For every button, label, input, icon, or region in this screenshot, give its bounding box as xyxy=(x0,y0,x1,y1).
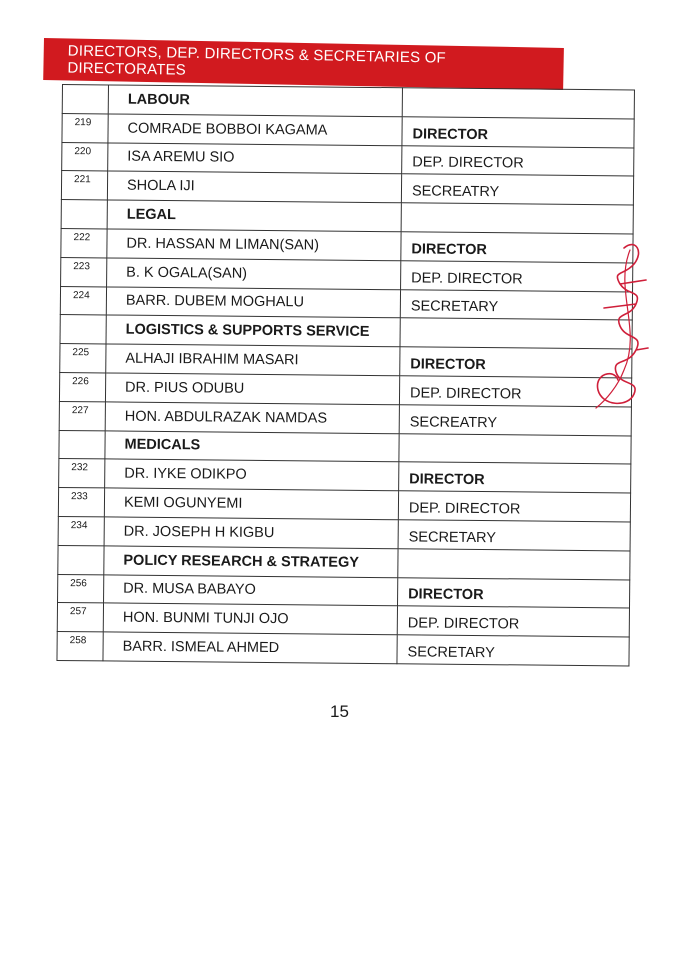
member-role: DIRECTOR xyxy=(401,232,633,263)
number-cell xyxy=(61,200,107,229)
signature-flourish xyxy=(596,250,630,408)
member-role: SECRETARY xyxy=(397,635,629,666)
banner-title: DIRECTORS, DEP. DIRECTORS & SECRETARIES OF DIRECTORATES xyxy=(67,42,447,79)
signature-stroke xyxy=(597,245,648,404)
member-name: DR. IYKE ODIKPO xyxy=(105,459,399,491)
member-name: DR. PIUS ODUBU xyxy=(105,373,399,405)
row-number: 232 xyxy=(59,459,105,488)
number-cell xyxy=(60,315,106,344)
number-cell xyxy=(62,85,108,114)
member-name: DR. MUSA BABAYO xyxy=(104,574,398,606)
member-role: SECREATRY xyxy=(399,405,631,436)
row-number: 219 xyxy=(62,113,108,142)
number-cell xyxy=(59,430,105,459)
section-heading: LEGAL xyxy=(107,200,401,232)
member-role: DEP. DIRECTOR xyxy=(401,261,633,292)
role-cell xyxy=(398,548,630,579)
row-number: 234 xyxy=(58,516,104,545)
row-number: 256 xyxy=(58,574,104,603)
row-number: 223 xyxy=(61,257,107,286)
member-role: SECRETARY xyxy=(398,520,630,551)
row-number: 224 xyxy=(60,286,106,315)
member-role: SECREATRY xyxy=(401,174,633,205)
number-cell xyxy=(58,545,104,574)
member-name: ISA AREMU SIO xyxy=(108,143,402,175)
member-name: HON. BUNMI TUNJI OJO xyxy=(103,603,397,635)
member-role: SECRETARY xyxy=(400,289,632,320)
member-role: DEP. DIRECTOR xyxy=(399,376,631,407)
row-number: 226 xyxy=(59,372,105,401)
member-name: HON. ABDULRAZAK NAMDAS xyxy=(105,402,399,434)
section-heading: POLICY RESEARCH & STRATEGY xyxy=(104,546,398,578)
table-row xyxy=(57,632,629,666)
member-name: KEMI OGUNYEMI xyxy=(104,488,398,520)
member-name: DR. HASSAN M LIMAN(SAN) xyxy=(107,229,401,261)
directorates-table-wrapper xyxy=(56,84,634,666)
member-name: SHOLA IJI xyxy=(107,171,401,203)
member-name: B. K OGALA(SAN) xyxy=(107,258,401,290)
role-cell xyxy=(399,433,631,464)
page-number: 15 xyxy=(330,702,349,721)
row-number: 222 xyxy=(61,228,107,257)
section-heading: LABOUR xyxy=(108,85,402,117)
member-role: DEP. DIRECTOR xyxy=(397,606,629,637)
member-role: DEP. DIRECTOR xyxy=(402,145,634,176)
handwritten-signature xyxy=(584,230,654,420)
member-name: BARR. DUBEM MOGHALU xyxy=(106,287,400,319)
section-heading: MEDICALS xyxy=(105,430,399,462)
directorates-table xyxy=(56,84,635,666)
directorates-banner xyxy=(43,38,564,90)
member-role: DIRECTOR xyxy=(399,462,631,493)
member-name: COMRADE BOBBOI KAGAMA xyxy=(108,114,402,146)
row-number: 258 xyxy=(57,632,103,661)
row-number: 221 xyxy=(61,171,107,200)
row-number: 257 xyxy=(57,603,103,632)
member-name: BARR. ISMEAL AHMED xyxy=(103,632,397,664)
section-heading: LOGISTICS & SUPPORTS SERVICE xyxy=(106,315,400,347)
row-number: 220 xyxy=(62,142,108,171)
member-role: DIRECTOR xyxy=(400,347,632,378)
row-number: 225 xyxy=(60,344,106,373)
row-number: 233 xyxy=(58,488,104,517)
member-name: ALHAJI IBRAHIM MASARI xyxy=(106,344,400,376)
role-cell xyxy=(402,88,634,119)
row-number: 227 xyxy=(59,401,105,430)
table-body xyxy=(57,85,635,666)
member-name: DR. JOSEPH H KIGBU xyxy=(104,517,398,549)
member-role: DIRECTOR xyxy=(398,577,630,608)
member-role: DIRECTOR xyxy=(402,117,634,148)
member-role: DEP. DIRECTOR xyxy=(398,491,630,522)
